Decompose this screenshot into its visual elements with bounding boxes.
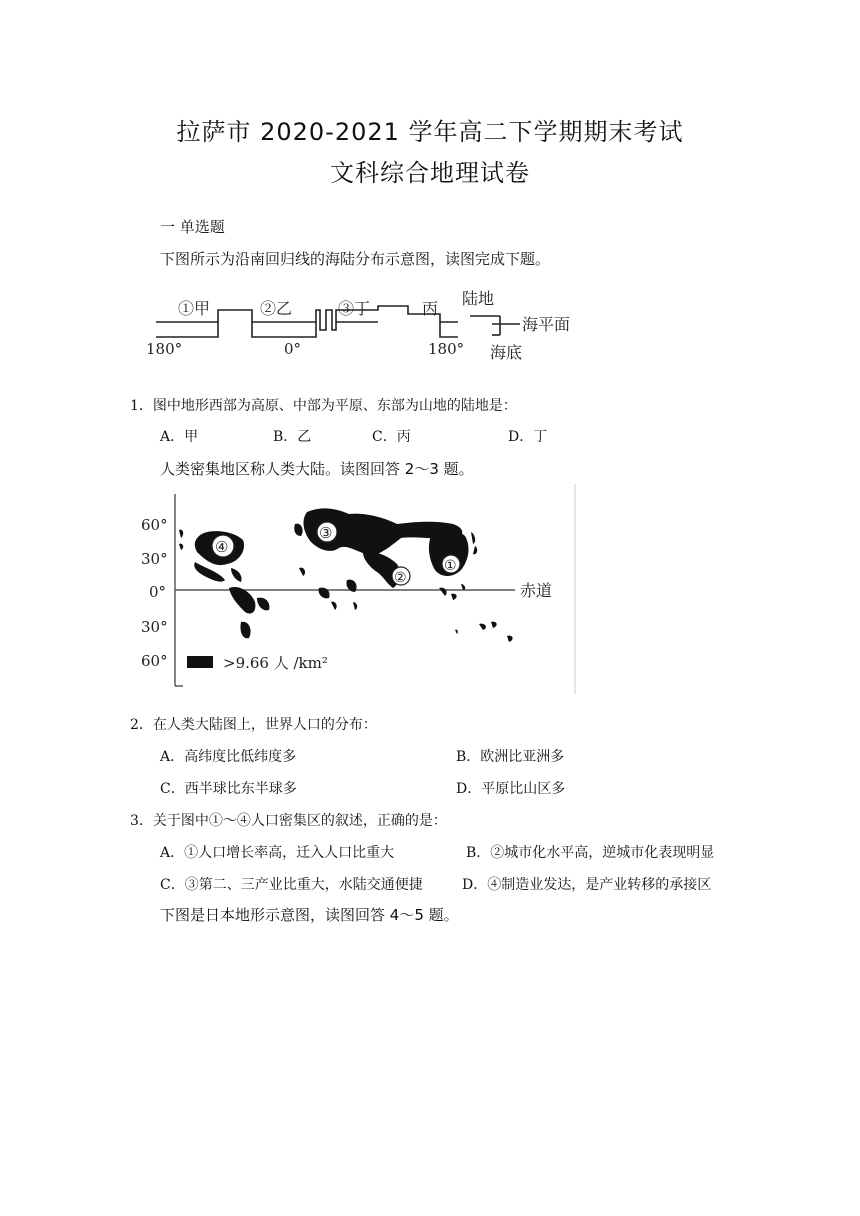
intro-text-3: 下图是日本地形示意图，读图回答 4～5 题。 [160, 906, 459, 924]
marker-4: ④ [215, 538, 229, 556]
legend-sea-level: 海平面 [522, 315, 571, 334]
equator-label: 赤道 [520, 581, 553, 600]
q2-option-d: D．平原比山区多 [456, 781, 566, 797]
lat-60n: 60° [141, 516, 168, 534]
legend-text: >9.66 人 /km² [223, 654, 328, 672]
legend-sea-floor: 海底 [490, 343, 523, 362]
population-density-map [135, 484, 580, 696]
q1-option-b: B．乙 [273, 429, 312, 445]
label-bing: 丙 [422, 299, 439, 318]
label-ding: ③丁 [338, 299, 371, 318]
section-heading: 一 单选题 [160, 218, 225, 236]
label-jia: ①甲 [178, 299, 211, 318]
label-0: 0° [284, 340, 302, 358]
question-2-stem: 2．在人类大陆图上，世界人口的分布： [130, 717, 377, 733]
q2-option-a: A．高纬度比低纬度多 [160, 749, 297, 765]
label-yi: ②乙 [260, 299, 293, 318]
lat-30n: 30° [141, 550, 168, 568]
legend-land: 陆地 [462, 289, 495, 308]
marker-1: ① [444, 558, 457, 574]
q2-option-c: C．西半球比东半球多 [160, 781, 297, 797]
intro-text-2: 人类密集地区称人类大陆。读图回答 2～3 题。 [160, 460, 474, 478]
legend-swatch [187, 656, 213, 668]
q3-option-b: B．②城市化水平高，逆城市化表现明显 [466, 845, 715, 861]
q3-option-d: D．④制造业发达，是产业转移的承接区 [462, 877, 712, 893]
lat-60s: 60° [141, 652, 168, 670]
marker-2: ② [394, 570, 407, 586]
question-1-stem: 1．图中地形西部为高原、中部为平原、东部为山地的陆地是： [130, 398, 517, 414]
q1-option-c: C．丙 [372, 429, 411, 445]
q3-option-a: A．①人口增长率高，迁入人口比重大 [160, 845, 395, 861]
exam-title-line1: 拉萨市 2020-2021 学年高二下学期期末考试 [176, 118, 684, 146]
marker-3: ③ [319, 524, 333, 542]
q1-option-d: D．丁 [508, 429, 548, 445]
question-3-stem: 3．关于图中①～④人口密集区的叙述，正确的是： [130, 813, 447, 829]
label-180-west: 180° [146, 340, 183, 358]
exam-title-line2: 文科综合地理试卷 [330, 159, 530, 187]
q2-option-b: B．欧洲比亚洲多 [456, 749, 565, 765]
q3-option-c: C．③第二、三产业比重大，水陆交通便捷 [160, 877, 423, 893]
lat-0: 0° [149, 583, 167, 601]
q1-option-a: A．甲 [160, 429, 199, 445]
label-180-east: 180° [428, 340, 465, 358]
sea-land-profile-figure [140, 282, 610, 374]
lat-30s: 30° [141, 618, 168, 636]
intro-text-1: 下图所示为沿南回归线的海陆分布示意图，读图完成下题。 [160, 250, 551, 268]
